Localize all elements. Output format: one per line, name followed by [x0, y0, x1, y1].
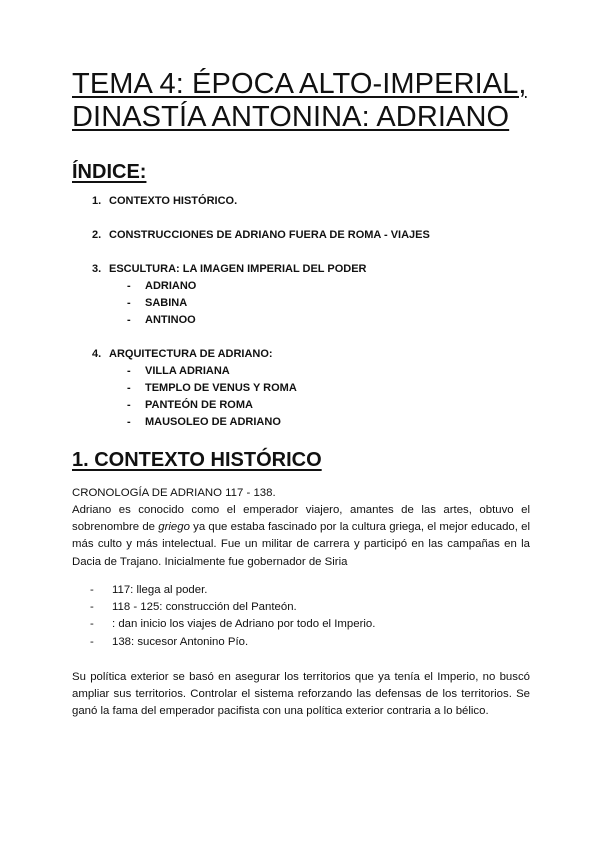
- dash-marker: -: [127, 280, 131, 292]
- toc-subitem-label: SABINA: [145, 297, 188, 309]
- toc-number: 2.: [92, 229, 102, 241]
- toc-subitem-label: ADRIANO: [145, 280, 197, 292]
- toc-item-4: [92, 346, 512, 363]
- paragraph-intro-part1: Adriano es conocido como el emperador viajero, amantes de las artes, obtuvo el sobrenombre de: [72, 504, 530, 534]
- paragraph-foreign-policy: Su política exterior se basó en asegurar los territorios que ya tenía el Imperio, no buscó ampliar sus territorios. Controlar el sistema reforzando las defensas de los territorios. Se ganó la fama del emperador pacifista con una política exterior contraria a lo bélico.: [72, 671, 530, 718]
- toc-subitem: [92, 363, 512, 380]
- section-heading: 1. CONTEXTO HISTÓRICO: [72, 449, 322, 471]
- toc-spacer: [92, 244, 512, 261]
- toc-label: CONTEXTO HISTÓRICO.: [109, 195, 238, 207]
- list-item-text: : dan inicio los viajes de Adriano por todo el Imperio.: [112, 618, 376, 631]
- paragraph-intro: [72, 502, 530, 571]
- toc-subitem: [92, 380, 512, 397]
- toc-subitem-label: VILLA ADRIANA: [145, 365, 230, 377]
- list-item: [90, 634, 530, 651]
- toc-subitem: [92, 312, 512, 329]
- dash-marker: -: [127, 365, 131, 377]
- toc-label: CONSTRUCCIONES DE ADRIANO FUERA DE ROMA - VIAJES: [109, 229, 430, 241]
- toc-label: ARQUITECTURA DE ADRIANO:: [109, 348, 273, 360]
- toc-sublist-4: [92, 363, 512, 431]
- dash-marker: -: [127, 297, 131, 309]
- toc-number: 1.: [92, 195, 102, 207]
- list-item-text: 117: llega al poder.: [112, 584, 208, 596]
- chronology-line: CRONOLOGÍA DE ADRIANO 117 - 138.: [72, 487, 276, 499]
- document-title: [72, 68, 542, 134]
- toc-subitem: [92, 295, 512, 312]
- dash-marker: -: [127, 382, 131, 394]
- toc-label: ESCULTURA: LA IMAGEN IMPERIAL DEL PODER: [109, 263, 367, 275]
- list-item-text: 118 - 125: construcción del Panteón.: [112, 601, 297, 614]
- paragraph-intro-part2: ya que estaba fascinado por la cultura griega, el mejor educado, el más culto y más intelectual. Fue un militar de carrera y participó en las campañas en la Dacia de Trajano. Inicialmente fue gobernador de Siria: [72, 521, 530, 568]
- toc-subitem-label: PANTEÓN DE ROMA: [145, 399, 253, 411]
- timeline-list: [90, 582, 530, 651]
- toc-subitem: [92, 414, 512, 431]
- title-line-2: DINASTÍA ANTONINA: ADRIANO: [72, 101, 510, 133]
- paragraph-intro-italic: griego: [158, 521, 190, 534]
- list-item-text: 138: sucesor Antonino Pío.: [112, 635, 249, 648]
- toc-subitem: [92, 278, 512, 295]
- table-of-contents: [92, 193, 512, 431]
- dash-marker: -: [127, 399, 131, 411]
- list-item: [90, 599, 530, 616]
- toc-number: 3.: [92, 263, 102, 275]
- dash-marker: -: [127, 416, 131, 428]
- toc-subitem-label: MAUSOLEO DE ADRIANO: [145, 416, 281, 428]
- toc-item-3: [92, 261, 512, 278]
- title-line-1: TEMA 4: ÉPOCA ALTO-IMPERIAL,: [72, 68, 527, 100]
- dash-marker: -: [90, 635, 94, 648]
- toc-item-1: [92, 193, 512, 210]
- dash-marker: -: [90, 601, 94, 614]
- dash-marker: -: [90, 584, 94, 596]
- list-item: [90, 582, 530, 599]
- toc-spacer: [92, 329, 512, 346]
- toc-spacer: [92, 210, 512, 227]
- toc-subitem: [92, 397, 512, 414]
- dash-marker: -: [127, 314, 131, 326]
- toc-subitem-label: ANTINOO: [145, 314, 196, 326]
- index-heading: ÍNDICE:: [72, 161, 147, 183]
- dash-marker: -: [90, 618, 94, 631]
- toc-item-2: [92, 227, 512, 244]
- toc-subitem-label: TEMPLO DE VENUS Y ROMA: [145, 382, 297, 394]
- toc-sublist-3: [92, 278, 512, 329]
- toc-number: 4.: [92, 348, 102, 360]
- list-item: [90, 616, 530, 633]
